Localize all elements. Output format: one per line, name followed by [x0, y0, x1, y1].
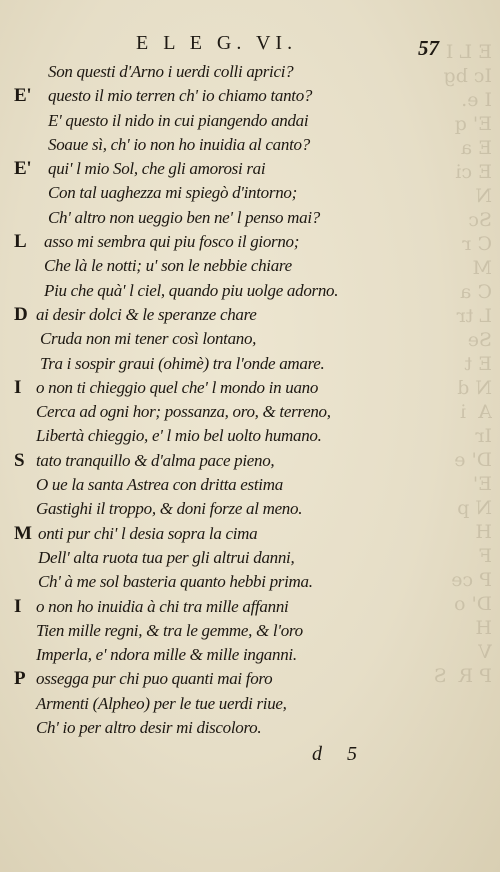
- verse-line: [14, 230, 374, 254]
- verse-text: o non ti chieggio quel che' l mondo in uano: [36, 377, 319, 397]
- verse-line: [14, 522, 374, 546]
- page-number: 57: [418, 36, 439, 60]
- verse-initial: M: [14, 522, 32, 544]
- verse-initial: E': [14, 85, 32, 107]
- verse-line: [14, 279, 374, 303]
- bleed-through-text: E L I Ic bg I e. E' q E a E ci N Sc C r M C a L tr Se E t N d A i Ir D' e E' N p H F P ce D' o H V P R S: [433, 41, 492, 687]
- verse-initial: I: [14, 595, 22, 617]
- verse-text: ossegga pur chi puo quanti mai foro: [36, 669, 273, 689]
- verse-text: Ch' à me sol basteria quanto hebbi prima.: [38, 572, 313, 592]
- verse-text: Che là le notti; u' son le nebbie chiare: [44, 256, 292, 276]
- verse-line: [14, 60, 374, 84]
- verse-text: Piu che quà' l ciel, quando piu uolge adorno.: [44, 280, 339, 300]
- verse-initial: L: [14, 231, 27, 253]
- verse-text: asso mi sembra qui piu fosco il giorno;: [44, 232, 300, 252]
- verse-line: [14, 595, 374, 619]
- verse-initial: D: [14, 303, 28, 325]
- verse-line: [14, 449, 374, 473]
- verse-initial: I: [14, 376, 22, 398]
- verse-text: qui' l mio Sol, che gli amorosi rai: [48, 159, 266, 179]
- verse-text: Armenti (Alpheo) per le tue uerdi riue,: [36, 693, 287, 713]
- verse-line: [14, 546, 374, 570]
- verse-line: [14, 570, 374, 594]
- verse-line: [14, 376, 374, 400]
- verse-text: Imperla, e' ndora mille & mille inganni.: [36, 645, 297, 665]
- verse-text: Tien mille regni, & tra le gemme, & l'oro: [36, 620, 303, 640]
- verse-text: E' questo il nido in cui piangendo andai: [48, 110, 309, 130]
- verse-text: o non ho inuidia à chi tra mille affanni: [36, 596, 289, 616]
- verse-line: [14, 181, 374, 205]
- verse-text: O ue la santa Astrea con dritta estima: [36, 475, 283, 495]
- verse-text: tato tranquillo & d'alma pace pieno,: [36, 450, 275, 470]
- verse-initial: E': [14, 158, 32, 180]
- verse-text: Tra i sospir graui (ohimè) tra l'onde amare.: [40, 353, 325, 373]
- verse-text: Son questi d'Arno i uerdi colli aprici?: [48, 62, 294, 81]
- verse-text: Cerca ad ogni hor; possanza, oro, & terreno,: [36, 402, 331, 422]
- verse-line: [14, 619, 374, 643]
- verse-text: Ch' altro non ueggio ben ne' l penso mai?: [48, 207, 320, 227]
- running-head: E L E G. VI.: [136, 32, 298, 54]
- verse-line: [14, 254, 374, 278]
- verse-text: Ch' io per altro desir mi discoloro.: [36, 718, 262, 738]
- verse-text: Con tal uaghezza mi spiegò d'intorno;: [48, 183, 297, 203]
- verse-text: questo il mio terren ch' io chiamo tanto?: [48, 86, 313, 106]
- verse-text: Cruda non mi tener così lontano,: [40, 329, 257, 349]
- verse-line: [14, 497, 374, 521]
- verse-line: [14, 692, 374, 716]
- verse-line: [14, 157, 374, 181]
- verse-line: [14, 716, 374, 740]
- verse-line: [14, 303, 374, 327]
- verse-line: [14, 206, 374, 230]
- verse-text: Libertà chieggio, e' l mio bel uolto humano.: [36, 426, 322, 446]
- verse-text: Gastighi il troppo, & doni forze al meno.: [36, 499, 303, 519]
- verse-text: Dell' alta ruota tua per gli altrui danni,: [38, 547, 295, 567]
- signature-mark: d 5: [312, 743, 367, 765]
- verse-line: [14, 109, 374, 133]
- verse-line: [14, 84, 374, 108]
- verse-text: Soaue sì, ch' io non ho inuidia al canto?: [48, 134, 310, 154]
- verse-initial: S: [14, 449, 25, 471]
- verse-initial: P: [14, 668, 26, 690]
- verse-line: [14, 473, 374, 497]
- verse-line: [14, 327, 374, 351]
- poem-text: [14, 60, 374, 740]
- verse-text: onti pur chi' l desia sopra la cima: [38, 523, 258, 543]
- verse-line: [14, 352, 374, 376]
- verse-line: [14, 400, 374, 424]
- verse-line: [14, 133, 374, 157]
- verse-line: [14, 424, 374, 448]
- verse-line: [14, 667, 374, 691]
- verse-text: ai desir dolci & le speranze chare: [36, 304, 257, 324]
- verse-line: [14, 643, 374, 667]
